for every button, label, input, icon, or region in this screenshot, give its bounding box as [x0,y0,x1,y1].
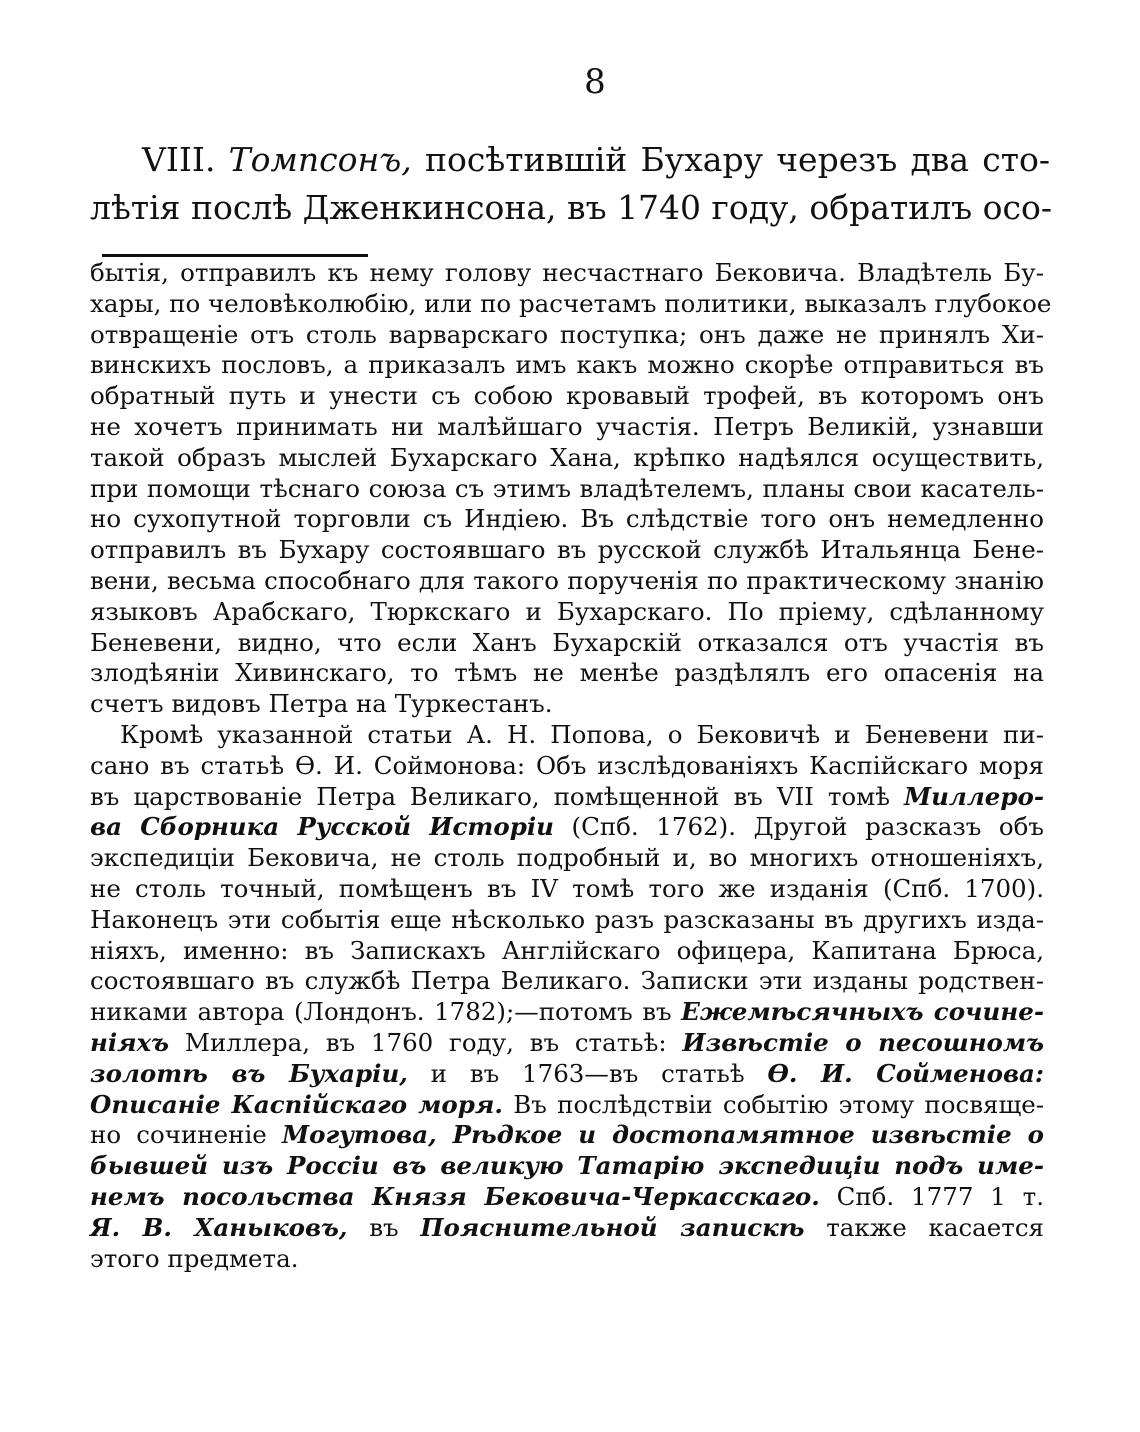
main-paragraph [90,136,1053,232]
footnote-line [90,1182,1044,1213]
footnote-line [90,1090,1044,1121]
footnote-line: бытія, отправилъ къ нему голову несчастнаго Бековича. Владѣтель Бу- [90,258,1044,287]
book-title: Пояснительной запискѣ [420,1212,805,1242]
footnote-line [90,1120,1044,1151]
footnote-line: такой образъ мыслей Бухарскаго Хана, крѣпко надѣялся осуществить, [90,442,1044,472]
person-name: Томпсонъ, [228,140,412,179]
footnote-line: винскихъ пословъ, а приказалъ имъ какъ можно скорѣе отправиться въ [90,350,1044,380]
footnote-line: ніяхъ, именно: въ Запискахъ Англійскаго офицера, Капитана Брюса, [90,935,1044,965]
author-name: Я. В. Ханыковъ, [90,1212,348,1242]
footnote-text: и въ 1763—въ статьѣ [430,1058,745,1088]
footnote-line [90,997,1044,1028]
footnote-line: злодѣяніи Хивинскаго, то тѣмъ не менѣе раздѣлялъ его опасенія на [90,658,1044,688]
footnote-line: обратный путь и унести съ собою кровавый трофей, въ которомъ онъ [90,381,1044,411]
footnote-text: (Спб. 1762). Другой разсказъ объ [571,812,1044,842]
footnote-line: но сухопутной торговли съ Индіею. Въ слѣдствіе того онъ немедленно [90,504,1044,534]
footnote-text: въ царствованіе Петра Великаго, помѣщенной въ VII томѣ [90,781,890,811]
book-title: золотѣ въ Бухаріи, [90,1058,408,1088]
footnote-line [90,1059,1044,1090]
footnote [90,258,1052,1274]
footnote-line: бывшей изъ Россіи въ великую Татарію экспедиціи подъ име- [90,1151,1044,1181]
footnote-line: при помощи тѣснаго союза съ этимъ владѣтелемъ, планы свои касатель- [90,473,1044,503]
footnote-text: Въ послѣдствіи событію этому посвяще- [513,1089,1045,1119]
footnote-text: Спб. 1777 1 т. [836,1181,1044,1211]
footnote-line [90,1028,1044,1059]
footnote-line: этого предмета. [90,1243,299,1273]
footnote-line [90,1213,1044,1244]
book-title: ва Сборника Русской Исторіи [90,812,554,842]
footnote-line: Беневени, видно, что если Ханъ Бухарскій отказался отъ участія въ [90,627,1044,657]
footnote-text: въ [369,1212,399,1242]
book-title: немъ посольства Князя Бековича-Черкасскаго. [90,1181,820,1211]
book-title: Описаніе Каспійскаго моря. [90,1089,503,1119]
main-line: лѣтія послѣ Дженкинсона, въ 1740 году, обратилъ осо- [90,188,1053,227]
book-title: Извѣстіе о песошномъ [682,1027,1045,1057]
footnote-line: хары, по человѣколюбію, или по расчетамъ политики, выказалъ глубокое [90,288,1052,318]
footnote-line: Наконецъ эти событія еще нѣсколько разъ разсказаны въ другихъ изда- [90,904,1044,934]
footnote-line [90,782,1044,813]
book-title: Миллеро- [903,781,1044,811]
footnote-line: языковъ Арабскаго, Тюркскаго и Бухарскаго. По пріему, сдѣланному [90,596,1044,626]
author-name: Ѳ. И. Сойменова: [767,1058,1044,1088]
footnote-line: вени, весьма способнаго для такого порученія по практическому знанію [90,565,1044,595]
footnote-line: счетъ видовъ Петра на Туркестанъ. [90,689,553,719]
book-title: Могутова, Рѣдкое и достопамятное извѣстіе о [282,1120,1044,1150]
footnote-text: также касается [826,1212,1045,1242]
page-number: 8 [584,62,606,102]
footnote-text: но сочиненіе [90,1120,267,1150]
footnote-separator [102,254,368,257]
footnote-line: состоявшаго въ службѣ Петра Великаго. Записки эти изданы родствен- [90,966,1044,996]
footnote-text: Миллера, въ 1760 году, въ статьѣ: [184,1027,667,1057]
footnote-line: не столь точный, помѣщенъ въ IV томѣ того же изданія (Спб. 1700). [90,873,1044,903]
book-title: ніяхъ [90,1027,170,1057]
footnote-line: экспедиціи Бековича, не столь подробный и, во многихъ отношеніяхъ, [90,843,1044,873]
footnote-text: никами автора (Лондонъ. 1782);—потомъ въ [90,997,672,1027]
section-numeral: VIII. [142,140,216,179]
main-line-text: посѣтившій Бухару черезъ два сто- [424,140,1050,179]
footnote-line: Кромѣ указанной статьи А. Н. Попова, о Бековичѣ и Беневени пи- [120,719,1044,749]
book-title: Ежемѣсячныхъ сочине- [681,997,1044,1027]
footnote-line: не хочетъ принимать ни малѣйшаго участія. Петръ Великій, узнавши [90,411,1044,441]
footnote-line [90,812,1044,843]
main-line [90,136,1050,184]
footnote-line: отвращеніе отъ столь варварскаго поступка; онъ даже не принялъ Хи- [90,319,1044,349]
footnote-line: отправилъ въ Бухару состоявшаго въ русской службѣ Итальянца Бене- [90,535,1044,565]
footnote-line: сано въ статьѣ Ѳ. И. Соймонова: Объ изслѣдованіяхъ Каспійскаго моря [90,750,1044,780]
